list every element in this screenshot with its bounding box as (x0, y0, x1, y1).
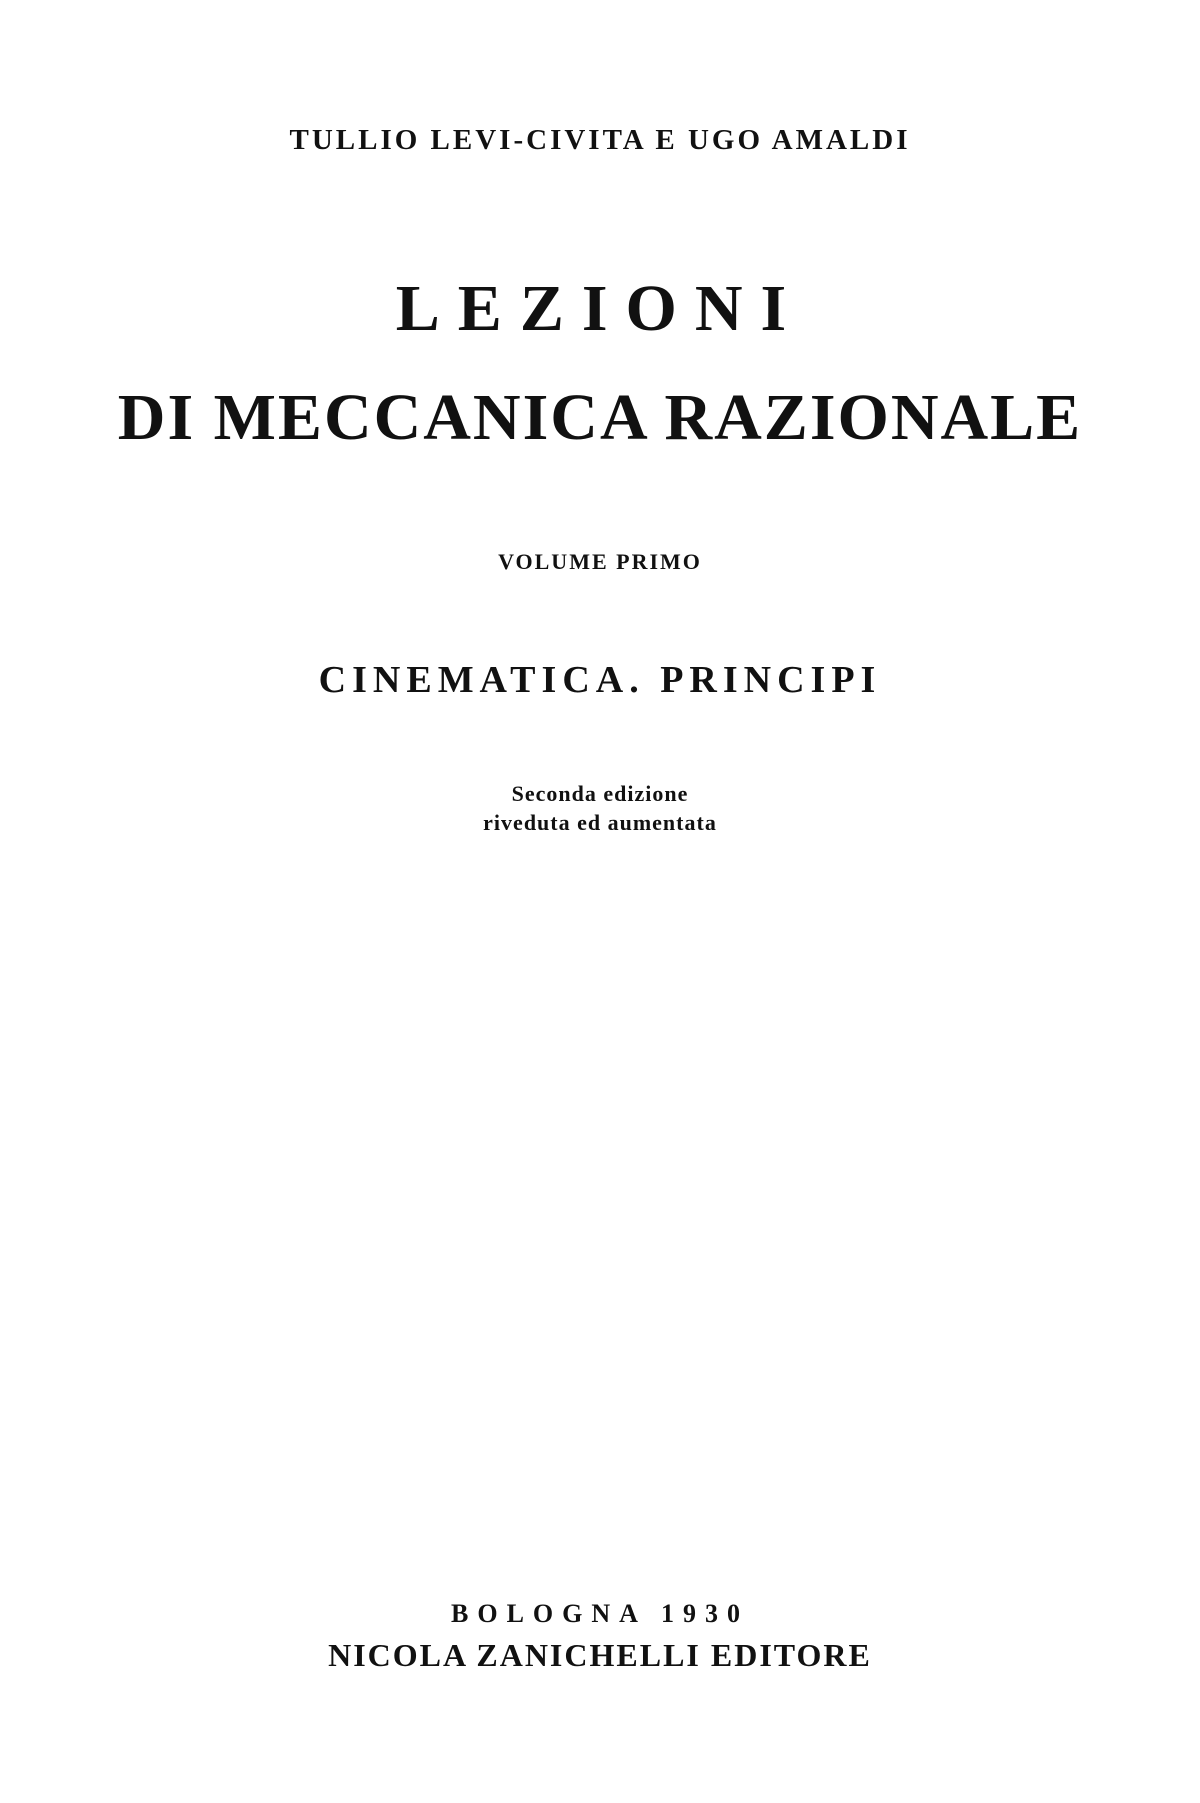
place-year: BOLOGNA 1930 (451, 1599, 749, 1628)
volume-label: VOLUME PRIMO (498, 549, 702, 574)
edition-line-2: riveduta ed aumentata (483, 810, 717, 835)
edition-line-1: Seconda edizione (511, 781, 689, 806)
title-line-2: DI MECCANICA RAZIONALE (117, 381, 1083, 454)
title-line-1: LEZIONI (395, 272, 805, 345)
authors-line: TULLIO LEVI-CIVITA E UGO AMALDI (289, 124, 911, 156)
subject-title: CINEMATICA. PRINCIPI (318, 659, 882, 701)
publisher-name: NICOLA ZANICHELLI EDITORE (328, 1637, 872, 1673)
